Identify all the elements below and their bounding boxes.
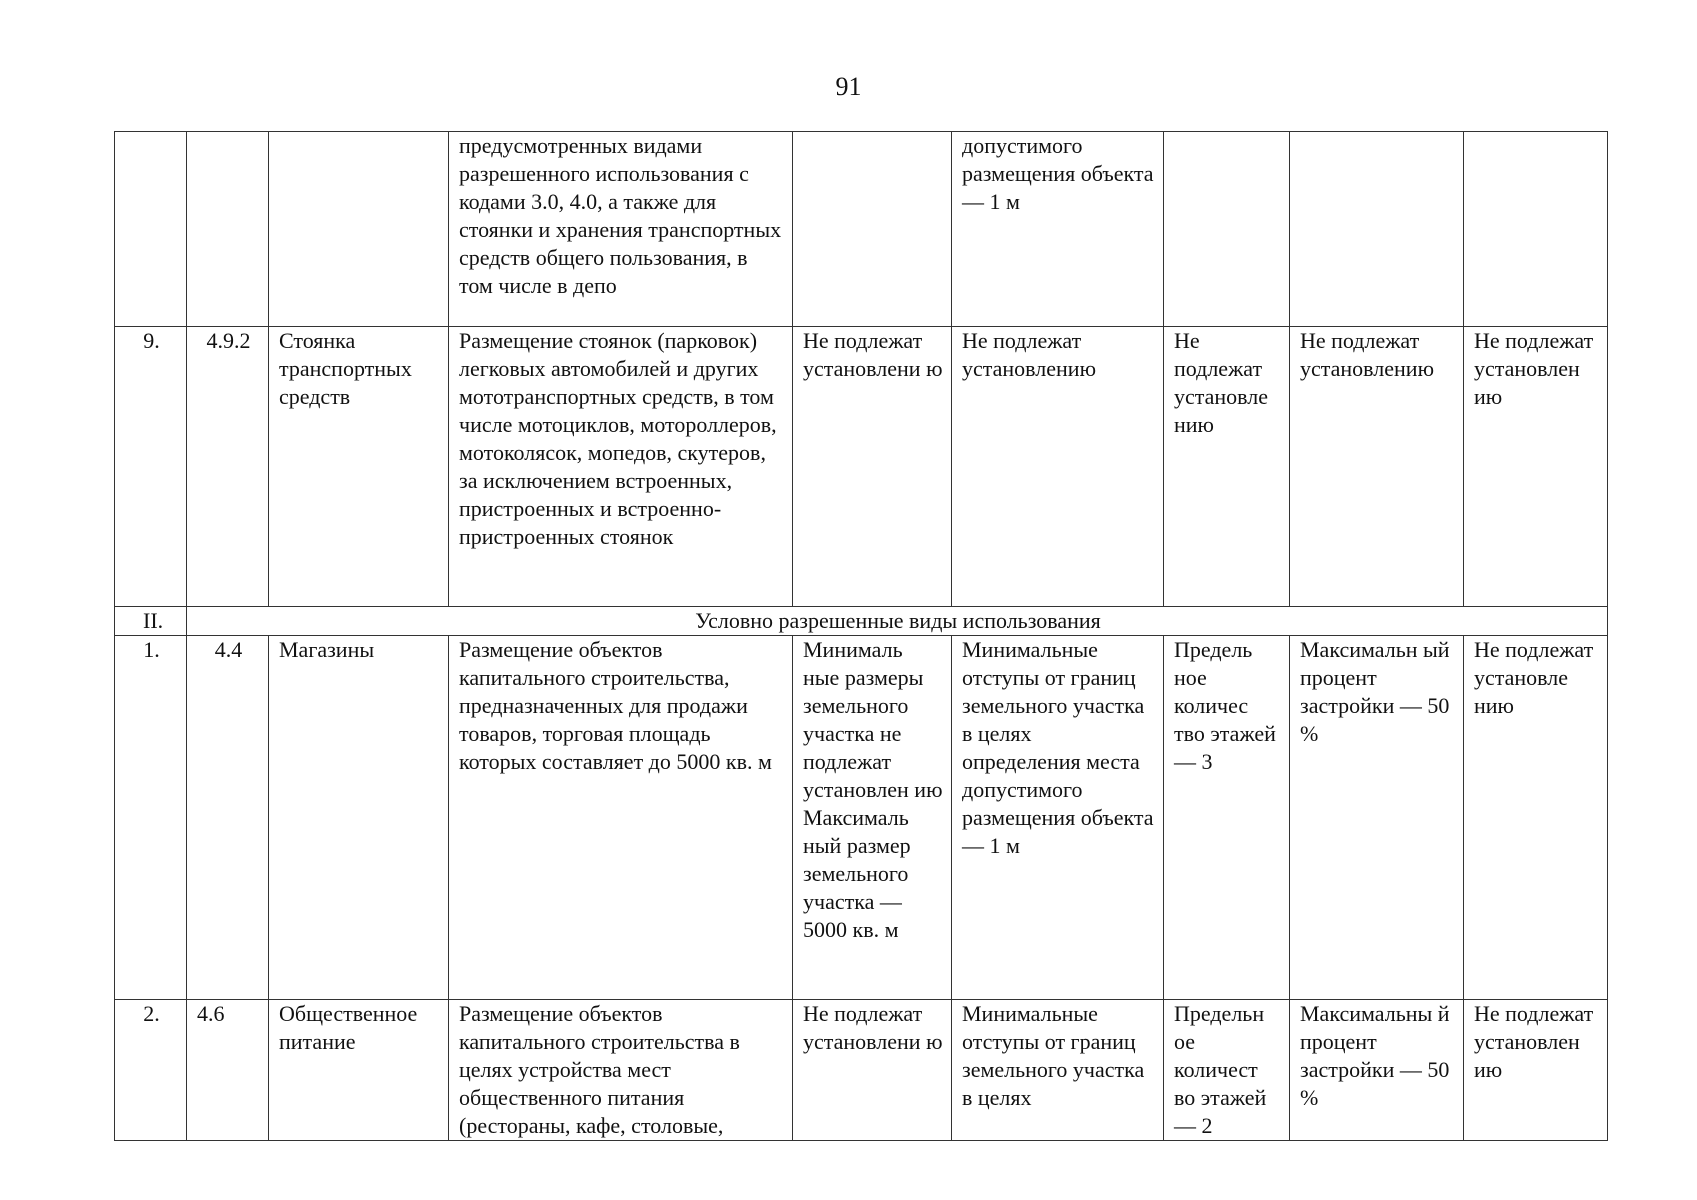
use-code	[187, 132, 269, 327]
use-description: предусмотренных видами разрешенного использования с кодами 3.0, 4.0, а также для стоянки и хранения транспортных средств общего пользования, в том числе в депо	[449, 132, 793, 327]
floors: Предельн ое количест во этажей — 2	[1164, 1000, 1290, 1141]
use-name: Стоянка транспортных средств	[269, 327, 449, 607]
row-number	[115, 132, 187, 327]
coverage: Не подлежат установлению	[1290, 327, 1464, 607]
floors: Не подлежат установле нию	[1164, 327, 1290, 607]
zoning-table	[114, 131, 1608, 1141]
setbacks: Минимальные отступы от границ земельного участка в целях	[952, 1000, 1164, 1141]
other-limits: Не подлежат установлен ию	[1464, 327, 1608, 607]
table-row	[115, 327, 1608, 607]
table-row	[115, 132, 1608, 327]
other-limits: Не подлежат установлен ию	[1464, 1000, 1608, 1141]
table-row	[115, 1000, 1608, 1141]
other-limits: Не подлежат установле нию	[1464, 636, 1608, 1000]
row-number: 1.	[115, 636, 187, 1000]
coverage: Максимальны й процент застройки — 50 %	[1290, 1000, 1464, 1141]
use-name	[269, 132, 449, 327]
section-number: II.	[115, 607, 187, 636]
setbacks: допустимого размещения объекта — 1 м	[952, 132, 1164, 327]
setbacks: Не подлежат установлению	[952, 327, 1164, 607]
page-number: 91	[835, 72, 862, 101]
use-description: Размещение объектов капитального строительства, предназначенных для продажи товаров, торговая площадь которых составляет до 5000 кв. м	[449, 636, 793, 1000]
section-title: Условно разрешенные виды использования	[187, 607, 1608, 636]
use-name: Общественное питание	[269, 1000, 449, 1141]
use-description: Размещение объектов капитального строительства в целях устройства мест общественного питания (рестораны, кафе, столовые,	[449, 1000, 793, 1141]
coverage	[1290, 132, 1464, 327]
row-number: 9.	[115, 327, 187, 607]
use-description: Размещение стоянок (парковок) легковых автомобилей и других мототранспортных средств, в том числе мотоциклов, мотороллеров, мотоколясок, мопедов, скутеров, за исключением встроенных, пристроенных и встроенно-пристроенных стоянок	[449, 327, 793, 607]
floors	[1164, 132, 1290, 327]
floors: Предель ное количес тво этажей — 3	[1164, 636, 1290, 1000]
section-row	[115, 607, 1608, 636]
plot-size: Не подлежат установлени ю	[793, 327, 952, 607]
table-row	[115, 636, 1608, 1000]
row-number: 2.	[115, 1000, 187, 1141]
plot-size: Минималь ные размеры земельного участка не подлежат установлен ию Максималь ный размер земельного участка — 5000 кв. м	[793, 636, 952, 1000]
coverage: Максимальн ый процент застройки — 50 %	[1290, 636, 1464, 1000]
use-code: 4.6	[187, 1000, 269, 1141]
use-code: 4.4	[187, 636, 269, 1000]
use-code: 4.9.2	[187, 327, 269, 607]
plot-size	[793, 132, 952, 327]
plot-size: Не подлежат установлени ю	[793, 1000, 952, 1141]
setbacks: Минимальные отступы от границ земельного участка в целях определения места допустимого размещения объекта — 1 м	[952, 636, 1164, 1000]
use-name: Магазины	[269, 636, 449, 1000]
other-limits	[1464, 132, 1608, 327]
